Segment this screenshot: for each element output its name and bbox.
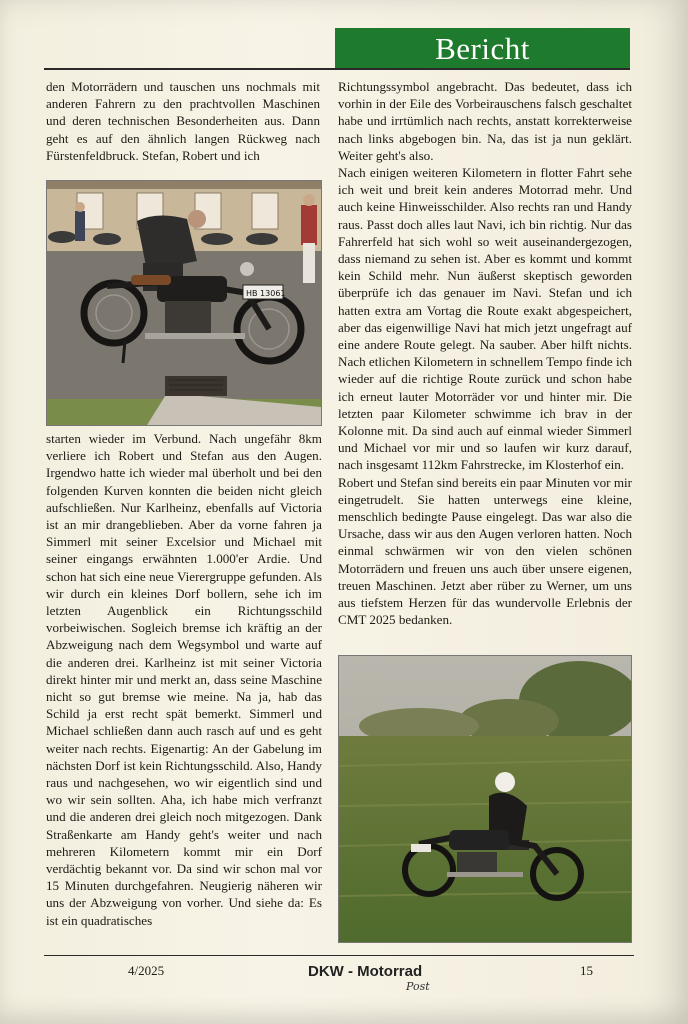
- page-number: 15: [580, 963, 593, 978]
- rider-on-field-image: [339, 656, 631, 942]
- footer-divider: [44, 955, 634, 956]
- logo-subtitle: Post: [406, 980, 430, 993]
- section-title: Bericht: [435, 31, 530, 66]
- paragraph: Nach einigen weiteren Kilometern in flotter Fahrt sehe ich weit und breit kein anderes Motorrad mehr. Und auch keine Hinweisschilder. Also rechts ran und Handy raus. Passt doch alles laut Navi, ich bin richtig. Nur das Fahrerfeld hat sich wohl so weit auseinandergezogen, dass niemand zu sehen ist. Aber es kommt und kommt kein Schild mehr. Nun äußerst skeptisch geworden überprüfe ich das genauer im Navi. Stefan und ich hatten extra am Vortag die Route exakt abgespeichert, aber das eigenwillige Navi hat mich jetzt ungefragt auf eine andere Route gelegt. Na sauber. Aber hilft nichts. Nach etlichen Kilometern in schnellem Tempo finde ich wieder auf die richtige Route zurück und schon habe ich erneut lauter Motorräder vor und hinter mir. Die letzten paar Kilometer schwimme ich brav in der Kolonne mit. Da sind auch auf einmal wieder Simmerl und Michael vor mir und so laufen wir kurz darauf, nach insgesamt 112km Fahrstrecke, im Klosterhof ein.: [338, 165, 632, 473]
- header-divider: [44, 68, 630, 70]
- issue-label: 4/2025: [128, 963, 165, 978]
- motorcycle-show-image: [47, 181, 321, 425]
- paragraph: Richtungssymbol angebracht. Das bedeutet, dass ich vorhin in der Eile des Vorbeirauschens falsch geschaltet habe und irrtümlich nach rechts, anstatt korrekterweise nach links abgebogen bin. Na, das ist ja nun geklärt. Weiter geht's also.: [338, 79, 632, 163]
- paragraph: den Motorrädern und tauschen uns nochmals mit anderen Fahrern zu den prachtvollen Maschinen und deren technischen Besonderheiten aus. Dann geht es auf den ähnlich langen Rückweg nach Fürstenfeldbruck. Stefan, Robert und ich: [46, 79, 320, 163]
- paragraph: Robert und Stefan sind bereits ein paar Minuten vor mir eingetrudelt. Sie hatten unterwegs eine kleine, menschlich bedingte Pause eingelegt. Das war also die Ursache, dass wir aus den Augen verloren hatten. Noch einmal schwärmen wir von den vielen schönen Motorrädern und freuen uns auch über unsere eigenen, treuen Maschinen. Jetzt aber rüber zu Werner, um uns aus tiefstem Herzen für das wundervolle Erlebnis der CMT 2025 bedanken.: [338, 474, 632, 628]
- left-column-top-text: [46, 78, 320, 164]
- magazine-logo: [308, 963, 428, 1003]
- right-column-text: [338, 78, 632, 629]
- license-plate: HB 13061: [246, 289, 286, 298]
- left-column-bottom-text: [46, 430, 322, 929]
- paragraph: starten wieder im Verbund. Nach ungefähr 8km verliere ich Robert und Stefan aus den Augen. Irgendwo hatte ich wieder mal überholt und bei den folgenden Kurven konnten die beiden nicht gleich aufschließen. Nur Karlheinz, ebenfalls auf Victoria ist an mir drangeblieben. Aber da vorne fahren ja Simmerl mit seiner Excelsior und Michael mit seiner eingangs erwähnten 1.000'er Ardie. Und schon hat sich eine neue Vierergruppe gefunden. Als wir durch ein kleines Dorf bollern, sehe ich im letzten Augenblick ein Richtungsschild vorbeiwischen. Sogleich bremse ich kräftig an der Abzweigung nach dem Wegsymbol und warte auf die anderen drei. Karlheinz ist mit seiner Victoria direkt hinter mir und merkt an, dass seine Maschine nicht so gut bremse wie meine. Na ja, hab das Schild ja erst recht spät bemerkt. Simmerl und Michael schließen dann auch rasch auf und es geht weiter nach rechts. Eigenartig: An der Gabelung im nächsten Dorf ist kein Richtungsschild. Also, Handy raus und nachgesehen, wo wir eigentlich sind und wo wir sein sollten. Aha, ich habe mich verfranzt und die anderen drei gleich noch mitgezogen. Dank Straßenkarte am Handy geht's weiter und nach mehreren Kilometern kommt mir ein Dorf verdächtig bekannt vor. Da sind wir schon mal vor 15 Minuten durchgefahren. Neugierig näheren wir uns der Abzweigung von vorher. Und siehe da: Es ist ein quadratisches: [46, 431, 322, 928]
- vintage-motorcycle-photo: [46, 180, 322, 426]
- riding-motorcycle-photo: [338, 655, 632, 943]
- logo-title: DKW - Motorrad: [308, 963, 423, 980]
